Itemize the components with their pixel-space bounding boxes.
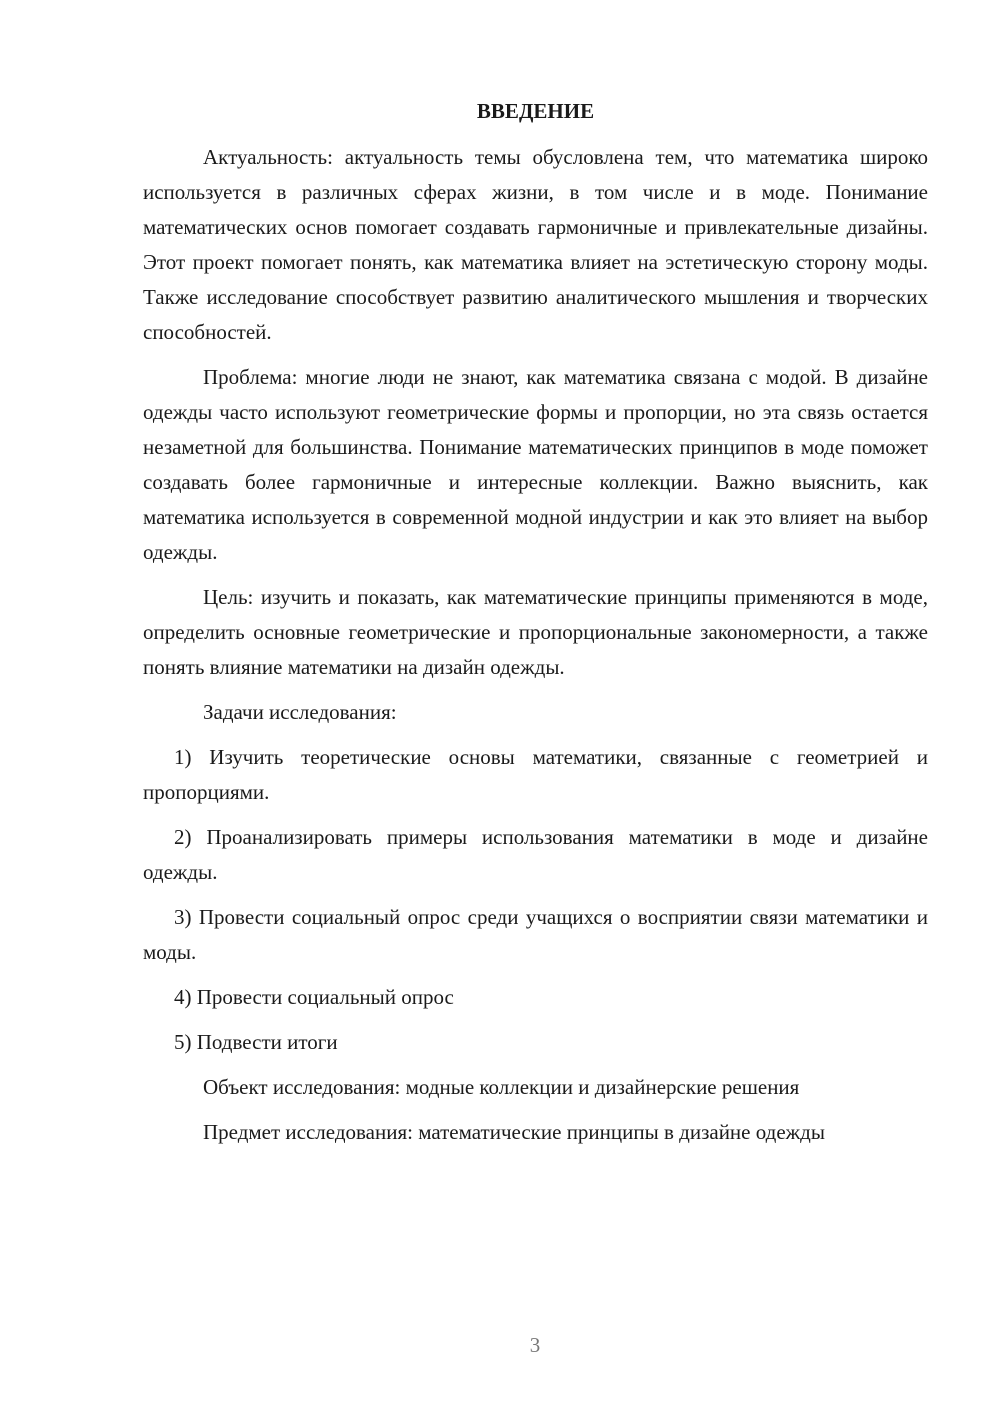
task-item: 2) Проанализировать примеры использования математики в моде и дизайне одежды. [143,825,928,884]
tasks-heading: Задачи исследования: [203,700,397,724]
task-item: 3) Провести социальный опрос среди учащихся о восприятии связи математики и моды. [143,905,928,964]
tasks-list [143,740,928,1060]
object-paragraph: Объект исследования: модные коллекции и дизайнерские решения [203,1075,800,1099]
task-item: 1) Изучить теоретические основы математики, связанные с геометрией и пропорциями. [143,745,928,804]
task-item: 5) Подвести итоги [174,1030,338,1054]
document-page [143,96,928,1160]
task-item: 4) Провести социальный опрос [174,985,454,1009]
goal-paragraph: Цель: изучить и показать, как математические принципы применяются в моде, определить основные геометрические и пропорциональные закономерности, а также понять влияние математики на дизайн одежды. [143,585,928,679]
page-title: ВВЕДЕНИЕ [476,99,595,123]
problem-paragraph: Проблема: многие люди не знают, как математика связана с модой. В дизайне одежды часто используют геометрические формы и пропорции, но эта связь остается незаметной для большинства. Понимание математических принципов в моде поможет создавать более гармоничные и интересные коллекции. Важно выяснить, как математика используется в современной модной индустрии и как это влияет на выбор одежды. [143,365,928,564]
page-number: 3 [529,1333,541,1357]
relevance-paragraph: Актуальность: актуальность темы обусловлена тем, что математика широко используется в различных сферах жизни, в том числе и в моде. Понимание математических основ помогает создавать гармоничные и привлекательные дизайны. Этот проект помогает понять, как математика влияет на эстетическую сторону моды. Также исследование способствует развитию аналитического мышления и творческих способностей. [143,145,928,344]
subject-paragraph: Предмет исследования: математические принципы в дизайне одежды [203,1120,825,1144]
